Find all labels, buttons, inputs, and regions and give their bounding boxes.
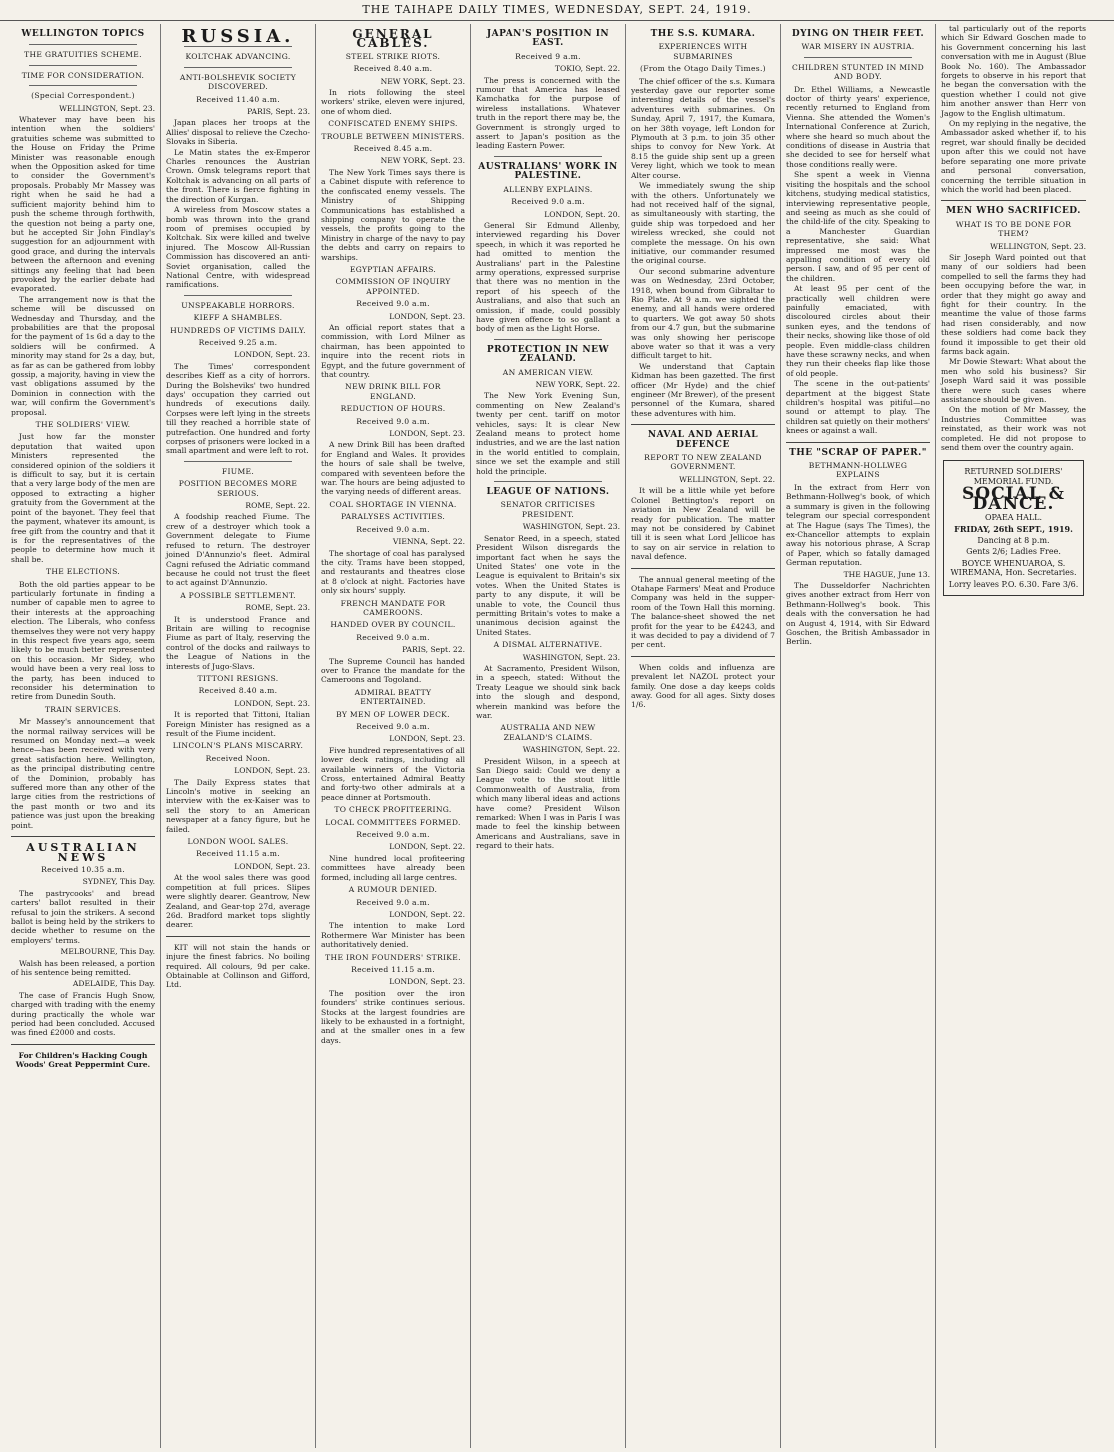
ad-subheading: RETURNED SOLDIERS' MEMORIAL FUND. — [964, 467, 1063, 486]
naval-defence-heading: NAVAL AND AERIAL DEFENCE — [647, 430, 759, 450]
article-paragraph: tal particularly out of the reports which Sir Edward Goschen made to his Government concerning his last conversation with me in August (Blue Book No. 160). The Ambassador forgets to observe in his report that he began the conversation with the question whether I could not give him another answer than Herr von Jagow to the English ultimatum. — [941, 24, 1086, 118]
article-paragraph: Five hundred representatives of all lower deck ratings, including all available winners of the Victoria Cross, entertained Admiral Beatty and forty-two other admirals at a peace dinner at Portsmouth. — [321, 745, 465, 802]
received-time: Received 9.25 a.m. — [198, 337, 278, 347]
dateline: WELLINGTON, Sept. 23. — [990, 241, 1086, 251]
article-paragraph: The annual general meeting of the Otahape Farmers' Meat and Produce Company was held in the supper-room of the Town Hall this morning. The balance-sheet showed the net profit for the year to be £4243, and it was decided to pay a dividend of 7 per cent. — [631, 574, 775, 650]
protection-heading: PROTECTION IN NEW ZEALAND. — [486, 344, 610, 365]
article-paragraph: Just how far the monster deputation that waited upon Ministers represented the considered opinion of the soldiers it is difficult to say, but it is certain that a very large body of the men are opposed to extracting a higher gratuity from the Government at the point of the bayonet. They feel that the payment, whatever its amount, is free gift from the country and that it is for the representatives of the people to determine how much it shall be. — [11, 432, 155, 564]
article-paragraph: Walsh has been released, a portion of his sentence being remitted. — [11, 958, 155, 977]
russia-heading: RUSSIA. — [181, 26, 295, 47]
subheading: HANDED OVER BY COUNCIL. — [330, 620, 456, 630]
article-paragraph: Nine hundred local profiteering committees have already been formed, including all large centres. — [321, 853, 465, 882]
dateline: LONDON, Sept. 20. — [544, 209, 620, 219]
received-time: Received 9.0 a.m. — [356, 830, 430, 840]
dateline: THE HAGUE, June 13. — [843, 569, 930, 579]
subheading: THE IRON FOUNDERS' STRIKE. — [325, 952, 461, 962]
subheading: KOLTCHAK ADVANCING. — [185, 52, 291, 62]
article-paragraph: An official report states that a commission, with Lord Milner as chairman, has been appointed to inquire into the recent riots in Egypt, and the future government of that country. — [321, 322, 465, 379]
divider — [184, 461, 292, 462]
received-time: Received 9.0 a.m. — [356, 632, 430, 642]
subheading: UNSPEAKABLE HORRORS. — [181, 300, 295, 310]
dateline: LONDON, Sept. 23. — [389, 977, 465, 987]
subheading: EXPERIENCES WITH SUBMARINES — [658, 42, 748, 61]
article-paragraph: The scene in the out-patients' department at the biggest State children's hospital was pitiful—no sound or attempt to play. The children sat quietly on their mothers' knees or against a wall. — [786, 379, 930, 436]
ad-secretaries: BOYCE WHENUAROA, S. WIREMANA, Hon. Secretaries. — [950, 558, 1077, 578]
subheading: TIME FOR CONSIDERATION. — [21, 70, 145, 80]
dateline: SYDNEY, This Day. — [82, 877, 155, 887]
subheading: CHILDREN STUNTED IN MIND AND BODY. — [791, 62, 925, 82]
divider — [166, 936, 310, 937]
column-1 — [6, 24, 161, 1448]
subheading: FIUME. — [221, 466, 255, 476]
divider — [29, 44, 137, 45]
article-paragraph: A wireless from Moscow states a bomb was thrown into the grand room of premises occupied by Koltchak. Six were killed and twelve injured. The Moscow All-Russian Commission has discovered an anti-Soviet organisation, called the National Centre, with widespread ramifications. — [166, 205, 310, 290]
article-paragraph: At least 95 per cent of the practically well children were painfully emaciated, with discoloured circles about their sunken eyes, and the tendons of their necks, showing like those of old people. Even middle-class children have these scrawny necks, and when they run their cheeks flap like those of old people. — [786, 284, 930, 378]
received-time: Received 9.0 a.m. — [356, 416, 430, 426]
australians-palestine-heading: AUSTRALIANS' WORK IN PALESTINE. — [478, 161, 618, 182]
advertisement: When colds and influenza are prevalent let NAZOL protect your family. One dose a day keeps colds away. Good for all ages. Sixty doses 1/6. — [631, 662, 775, 710]
article-paragraph: Mr Dowie Stewart: What about the men who sold his business? Sir Joseph Ward said it was possible there were such cases where assistance should be given. — [941, 357, 1086, 405]
subheading: A RUMOUR DENIED. — [348, 885, 438, 895]
wellington-topics-heading: WELLINGTON TOPICS — [21, 29, 145, 39]
general-cables-heading: GENERAL CABLES. — [352, 27, 434, 51]
article-paragraph: We understand that Captain Kidman has been gazetted. The first officer (Mr Hyde) and the chief engineer (Mr Brewer), of the present personnel of the Kumara, shared these adventures with him. — [631, 361, 775, 418]
divider — [804, 57, 912, 58]
column-3 — [316, 24, 471, 1448]
subheading: TRAIN SERVICES. — [44, 704, 122, 714]
received-time: Received 11.40 a.m. — [196, 94, 280, 104]
divider — [11, 836, 155, 837]
article-paragraph: The Times' correspondent describes Kieff as a city of horrors. During the Bolsheviks' two hundred days' occupation they carried out hundreds of executions daily. Corpses were left lying in the streets till they reached a horrible state of putrefaction. One hundred and forty corpses of prisoners were locked in a small apartment and were left to rot. — [166, 361, 310, 456]
article-paragraph: The Daily Express states that Lincoln's motive in seeking an interview with the ex-Kaiser was to sell the story to an American newspaper at a fancy figure, but he failed. — [166, 777, 310, 834]
column-5 — [626, 24, 781, 1448]
divider — [631, 656, 775, 657]
dateline: WASHINGTON, Sept. 23. — [522, 522, 620, 532]
divider — [29, 65, 137, 66]
subheading: FRENCH MANDATE FOR CAMEROONS. — [340, 598, 446, 617]
australian-news-heading: AUSTRALIAN NEWS — [26, 841, 140, 864]
article-paragraph: Le Matin states the ex-Emperor Charles renounces the Austrian Crown. Omsk telegrams report that Koltchak is advancing on all parts of the front. There is fierce fighting in the direction of Kurgan. — [166, 147, 310, 204]
dateline: LONDON, Sept. 23. — [389, 429, 465, 439]
subheading: ANTI-BOLSHEVIK SOCIETY DISCOVERED. — [179, 72, 297, 92]
article-paragraph: Mr Massey's announcement that the normal railway services will be resumed on Monday next—a week hence—has been received with very great satisfaction here. Wellington, as the principal distributing centre of the Dominion, probably has suffered more than any other of the large cities from the restrictions of the past month or two and its patience was just upon the breaking point. — [11, 717, 155, 830]
divider — [184, 295, 292, 296]
ad-time: Dancing at 8 p.m. — [977, 535, 1050, 545]
article-paragraph: Sir Joseph Ward pointed out that many of our soldiers had been compelled to sell the farms they had been occupying before the war, in order that they might go away and fight for their country. In the meantime the value of those farms had risen considerably, and now these soldiers had come back they found it impossible to get their old farms back again. — [941, 252, 1086, 356]
article-paragraph: Japan places her troops at the Allies' disposal to relieve the Czecho-Slovaks in Siberia. — [166, 118, 310, 147]
article-paragraph: In the extract from Herr von Bethmann-Hollweg's book, of which a summary is given in the following telegram our special correspondent at The Hague (says The Times), the ex-Chancellor attempts to explain away his notorious phrase, A Scrap of Paper, which so fatally damaged German reputation. — [786, 482, 930, 568]
dateline: ADELAIDE, This Day. — [72, 979, 155, 989]
dateline: TOKIO, Sept. 22. — [554, 64, 620, 74]
dying-on-feet-heading: DYING ON THEIR FEET. — [791, 29, 925, 39]
received-time: Received 8.40 a.m. — [198, 686, 278, 696]
received-time: Received 9.0 a.m. — [356, 722, 430, 731]
subheading: WHAT IS TO BE DONE FOR THEM? — [955, 219, 1072, 239]
article-paragraph: It is reported that Tittoni, Italian Foreign Minister has resigned as a result of the Fiume incident. — [166, 710, 310, 738]
subheading: LONDON WOOL SALES. — [187, 837, 289, 847]
article-paragraph: The arrangement now is that the scheme will be discussed on Wednesday and Thursday, and the probabilities are that the proposal for the payment of 1s 6d a day to the soldiers will be confirmed. A minority may stand for 2s a day, but, as far as can be gathered from lobby gossip, a majority, having in view the vast obligations assumed by the Dominion in connection with the war, will confirm the Government's proposal. — [11, 294, 155, 417]
dateline: LONDON, Sept. 23. — [389, 734, 465, 744]
article-paragraph: The New York Evening Sun, commenting on New Zealand's twenty per cent. tariff on motor vehicles, says: It is clear New Zealand means to protect home industries, and we are the last nation in the world entitled to complain, since we set the example and still hold the principle. — [476, 391, 620, 476]
dateline: ROME, Sept. 23. — [245, 603, 310, 613]
article-paragraph: Both the old parties appear to be particularly fortunate in finding a number of capable men to agree to their interests at the approaching election. The Liberals, who confess themselves they were not very happy in this respect five years ago, seem likely to be much better represented on this occasion. Mr Sidey, who would have been a very real loss to the party, has been induced to reconsider his determination to retire from Dunedin South. — [11, 579, 155, 702]
subheading: WAR MISERY IN AUSTRIA. — [801, 42, 915, 52]
dateline: LONDON, Sept. 23. — [234, 698, 310, 708]
divider — [494, 156, 602, 157]
dateline: WELLINGTON, Sept. 22. — [679, 474, 775, 484]
ad-date: FRIDAY, 26th SEPT., 1919. — [954, 523, 1073, 534]
ad-transport: Lorry leaves P.O. 6.30. Fare 3/6. — [948, 579, 1079, 589]
article-paragraph: The pastrycooks' and bread carters' ballot resulted in their refusal to join the strikers. A second ballot is being held by the strikers to decide whether to resume on the employers' terms. — [11, 888, 155, 945]
received-time: Received 10.35 a.m. — [41, 864, 125, 874]
dateline: VIENNA, Sept. 22. — [392, 537, 465, 547]
ad-price: Gents 2/6; Ladies Free. — [966, 547, 1061, 557]
divider — [29, 85, 137, 86]
dateline: LONDON, Sept. 23. — [234, 861, 310, 871]
divider — [631, 424, 775, 425]
subheading: REDUCTION OF HOURS. — [340, 404, 446, 414]
article-paragraph: President Wilson, in a speech at San Diego said: Could we deny a League vote to the stout little Commonwealth of Australia, from which many liberal ideas and actions have come? President Wilson remarked: When I was in Paris I was made to feel the kinship between Americans and Australians, save in regard to their hats. — [476, 756, 620, 851]
article-paragraph: The intention to make Lord Rothermere War Minister has been authoritatively denied. — [321, 921, 465, 950]
article-paragraph: On my replying in the negative, the Ambassador asked whether if, to his regret, war should finally be decided upon after this we could not have before separating one more private and personal conversation, concerning the terrible situation in which the world had been placed. — [941, 119, 1086, 194]
article-paragraph: We immediately swung the ship with the others. Unfortunately we had not received half of the signal, as simultaneously with starting, the guide ship was torpedoed and her wireless wrecked, she could not complete the message. On his own initiative, our commander resumed the original course. — [631, 181, 775, 266]
article-paragraph: In riots following the steel workers' strike, eleven were injured, one of whom died. — [321, 88, 465, 116]
article-paragraph: The position over the iron founders' strike continues serious. Stocks at the largest foundries are likely to be exhausted in a fortnight, and at the smaller ones in a few days. — [321, 988, 465, 1045]
subheading: A DISMAL ALTERNATIVE. — [493, 640, 603, 650]
dateline: MELBOURNE, This Day. — [60, 947, 155, 957]
advertisement: For Children's Hacking Cough Woods' Great Peppermint Cure. — [15, 1050, 151, 1070]
subheading: TO CHECK PROFITEERING. — [334, 805, 452, 815]
received-time: Received 8.40 a.m. — [353, 64, 433, 74]
league-of-nations-heading: LEAGUE OF NATIONS. — [486, 487, 610, 498]
received-time: Received 8.45 a.m. — [353, 144, 433, 154]
article-paragraph: It will be a little while yet before Colonel Bettington's report on aviation in New Zealand will be ready for publication. The matter may not be considered by Cabinet till it is seen what Lord Jellicoe has to say on air service in relation to naval defence. — [631, 486, 775, 562]
japan-heading: JAPAN'S POSITION IN EAST. — [486, 29, 610, 49]
article-paragraph: The chief officer of the s.s. Kumara yesterday gave our reporter some interesting details of the vessel's adventures with submarines. On Sunday, April 7, 1917, the Kumara, on her 38th voyage, left London for Plymouth at 3 p.m. to join 35 other ships to convoy for New York. At 8.15 the guide ship sent up a green Verey light, which we took to mean Alter course. — [631, 76, 775, 180]
divider — [786, 442, 930, 443]
article-paragraph: A new Drink Bill has been drafted for England and Wales. It provides the hours of sale shall be twelve, compared with seventeen before the war. The hours are being adjusted to the varying needs of different areas. — [321, 440, 465, 497]
received-time: Received 9.0 a.m. — [356, 299, 430, 309]
subheading: NEW DRINK BILL FOR ENGLAND. — [345, 382, 441, 401]
newspaper-columns — [6, 24, 1108, 1448]
article-paragraph: At Sacramento, President Wilson, in a speech, stated: Without the Treaty League we should sink back into the slough and despond, wherein mankind was before the war. — [476, 663, 620, 720]
article-paragraph: General Sir Edmund Allenby, interviewed regarding his Dover speech, in which it was reported he had omitted to mention the Australians' part in the Palestine army operations, expressed surprise that there was no mention in the report of his speech of the Australians, and also that such an omission, if made, could possibly have given offence to so gallant a body of men as the Light Horse. — [476, 220, 620, 334]
received-time: Received 9.0 a.m. — [356, 524, 430, 534]
received-time: Received 9.0 a.m. — [356, 897, 430, 907]
men-who-sacrificed-heading: MEN WHO SACRIFICED. — [946, 206, 1081, 217]
subheading: LOCAL COMMITTEES FORMED. — [325, 817, 461, 827]
article-paragraph: A foodship reached Fiume. The crew of a destroyer which took a Government delegate to Fiume refused to return. The destroyer joined D'Annunzio's fleet. Admiral Cagni refused the Adriatic command because he could not trust the fleet to act against D'Annunzio. — [166, 512, 310, 588]
subheading: BY MEN OF LOWER DECK. — [336, 709, 450, 719]
ad-venue: OPAEA HALL. — [984, 513, 1043, 523]
dateline: WASHINGTON, Sept. 22. — [522, 745, 620, 755]
dateline: WELLINGTON, Sept. 23. — [59, 103, 155, 113]
dateline: LONDON, Sept. 23. — [234, 766, 310, 776]
article-paragraph: Our second submarine adventure was on Wednesday, 23rd October, 1918, when bound from Gibraltar to Rio Plate. At 9 a.m. we sighted the enemy, and all hands were ordered to quarters. We got away 50 shots from our 4.7 gun, but the submarine was only showing her periscope above water so that it was a very difficult target to hit. — [631, 266, 775, 361]
dateline: NEW YORK, Sept. 22. — [535, 380, 620, 389]
article-paragraph: The Dusseldorfer Nachrichten gives another extract from Herr von Bethmann-Hollweg's book. This deals with the conversation he had on August 4, 1914, with Sir Edward Goschen, the British Ambassador in Berlin. — [786, 580, 930, 647]
divider — [11, 1044, 155, 1045]
byline: (Special Correspondent.) — [31, 91, 135, 101]
byline: (From the Otago Daily Times.) — [640, 64, 766, 74]
dateline: LONDON, Sept. 22. — [389, 909, 465, 919]
article-paragraph: Whatever may have been his intention when the soldiers' gratuities scheme was submitted to the House on Friday the Prime Minister was reasonable enough when the Opposition asked for time to consider the Government's proposals. Probably Mr Massey was right when he said he had a sufficient majority behind him to push the scheme through forthwith, the question not being a party one, but he accepted Sir John Findlay's suggestion for an adjournment with good grace, and during the intervals between the afternoon and evening sittings any feeling that had been provoked by the earlier debate had evaporated. — [11, 115, 155, 294]
subheading: POSITION BECOMES MORE SERIOUS. — [178, 479, 298, 498]
column-7 — [936, 24, 1091, 1448]
received-time: Received 11.15 a.m. — [351, 964, 435, 974]
dateline: PARIS, Sept. 22. — [402, 645, 465, 655]
column-4 — [471, 24, 626, 1448]
article-paragraph: The Supreme Council has handed over to France the mandate for the Cameroons and Togoland. — [321, 656, 465, 685]
subheading: BETHMANN-HOLLWEG EXPLAINS — [808, 461, 908, 480]
subheading: COAL SHORTAGE IN VIENNA. — [329, 499, 457, 509]
dateline: PARIS, Sept. 23. — [247, 107, 310, 117]
advertisement: KIT will not stain the hands or injure the finest fabrics. No boiling required. All colours, 9d per cake. Obtainable at Collinson and Gifford, Ltd. — [166, 942, 310, 990]
subheading: THE GRATUITIES SCHEME. — [24, 50, 142, 60]
subheading: EGYPTIAN AFFAIRS. — [349, 264, 437, 274]
article-paragraph: The New York Times says there is a Cabinet dispute with reference to the confiscated enemy vessels. The Ministry of Shipping Communications has established a shipping company to operate the vessels, the profits going to the Ministry in charge of the navy to pay the debts and carry on repairs to warships. — [321, 167, 465, 262]
subheading: PARALYSES ACTIVITIES. — [340, 512, 446, 522]
received-time: Received 11.15 a.m. — [196, 849, 280, 859]
subheading: SENATOR CRITICISES PRESIDENT. — [500, 500, 596, 519]
subheading: THE SOLDIERS' VIEW. — [35, 420, 131, 430]
social-dance-advertisement — [943, 460, 1084, 595]
subheading: REPORT TO NEW ZEALAND GOVERNMENT. — [644, 453, 762, 472]
subheading: ALLENBY EXPLAINS. — [503, 184, 593, 194]
column-2 — [161, 24, 316, 1448]
dateline: LONDON, Sept. 23. — [389, 311, 465, 321]
divider — [494, 339, 602, 340]
dateline: LONDON, Sept. 23. — [234, 350, 310, 360]
divider — [941, 200, 1086, 201]
dateline: NEW YORK, Sept. 23. — [380, 156, 465, 166]
article-paragraph: She spent a week in Vienna visiting the hospitals and the school kitchens, studying medical statistics, interviewing representative people, and seeing as much as she could of the child-life of the city. Speaking to a Manchester Guardian representative, she said: What impressed me most was the appalling condition of every old person. I saw, and of 95 per cent of the children. — [786, 170, 930, 283]
subheading: COMMISSION OF INQUIRY APPOINTED. — [335, 277, 451, 296]
dateline: LONDON, Sept. 22. — [389, 842, 465, 852]
subheading: AN AMERICAN VIEW. — [502, 367, 594, 377]
subheading: ADMIRAL BEATTY ENTERTAINED. — [354, 687, 432, 707]
dateline: ROME, Sept. 22. — [245, 501, 310, 511]
divider — [494, 481, 602, 482]
subheading: THE ELECTIONS. — [45, 567, 121, 577]
received-time: Received Noon. — [205, 753, 271, 763]
subheading: STEEL STRIKE RIOTS. — [345, 51, 441, 61]
masthead: THE TAIHAPE DAILY TIMES, WEDNESDAY, SEPT. 24, 1919. — [0, 0, 1114, 21]
article-paragraph: Dr. Ethel Williams, a Newcastle doctor of thirty years' experience, recently returned to England from Vienna. She attended the Women's International Conference at Zurich, where she heard so much about the conditions of disease in Austria that she decided to see for herself what those conditions really were. — [786, 84, 930, 169]
scrap-of-paper-heading: THE "SCRAP OF PAPER." — [789, 447, 927, 458]
subheading: CONFISCATED ENEMY SHIPS. — [328, 119, 458, 129]
article-paragraph: The shortage of coal has paralysed the city. Trams have been stopped, and restaurants and theatres close at 8 o'clock at night. Factories have only six hours' supply. — [321, 548, 465, 596]
article-paragraph: The case of Francis Hugh Snow, charged with trading with the enemy during practically the whole war period had been concluded. Accused was fined £2000 and costs. — [11, 990, 155, 1038]
article-paragraph: Senator Reed, in a speech, stated President Wilson disregards the important fact when he says the United States' one vote in the League is equivalent to Britain's six votes. When the United States is party to any dispute, it will be unable to vote, the Council thus permitting Britain's votes to make a unanimous decision against the United States. — [476, 533, 620, 637]
received-time: Received 9 a.m. — [515, 51, 581, 61]
subheading: A POSSIBLE SETTLEMENT. — [180, 590, 296, 600]
divider — [631, 568, 775, 569]
received-time: Received 9.0 a.m. — [511, 197, 585, 207]
article-paragraph: It is understood France and Britain are willing to recognise Fiume as part of Italy, reserving the control of the docks and railways to the League of Nations in the interests of Jugo-Slavs. — [166, 614, 310, 671]
subheading: LINCOLN'S PLANS MISCARRY. — [172, 741, 304, 751]
kumara-heading: THE S.S. KUMARA. — [650, 29, 756, 39]
divider — [184, 67, 292, 68]
subheading: TITTONI RESIGNS. — [197, 673, 279, 683]
column-6 — [781, 24, 936, 1448]
subheading: TROUBLE BETWEEN MINISTERS. — [321, 131, 465, 141]
article-paragraph: The press is concerned with the rumour that America has leased Kamchatka for the purpose of wireless installations. Whatever truth in the report there may be, the Government is strongly urged to assert to Japan's position as the leading Eastern Power. — [476, 75, 620, 151]
subheading: AUSTRALIA AND NEW ZEALAND'S CLAIMS. — [500, 723, 596, 742]
subheading: KIEFF A SHAMBLES. — [193, 313, 283, 323]
ad-title: SOCIAL & DANCE. — [962, 484, 1065, 514]
article-paragraph: At the wool sales there was good competition at full prices. Slipes were slightly dearer. Geantrow, New Zealand, and Gear-top 27d, average 26d. Bradford market tops slightly dearer. — [166, 873, 310, 930]
dateline: NEW YORK, Sept. 23. — [380, 76, 465, 86]
subheading: HUNDREDS OF VICTIMS DAILY. — [170, 325, 306, 335]
article-paragraph: On the motion of Mr Massey, the Industries Committee was reinstated, as their work was not completed. He did not propose to send them over the country again. — [941, 405, 1086, 453]
dateline: WASHINGTON, Sept. 23. — [522, 652, 620, 662]
